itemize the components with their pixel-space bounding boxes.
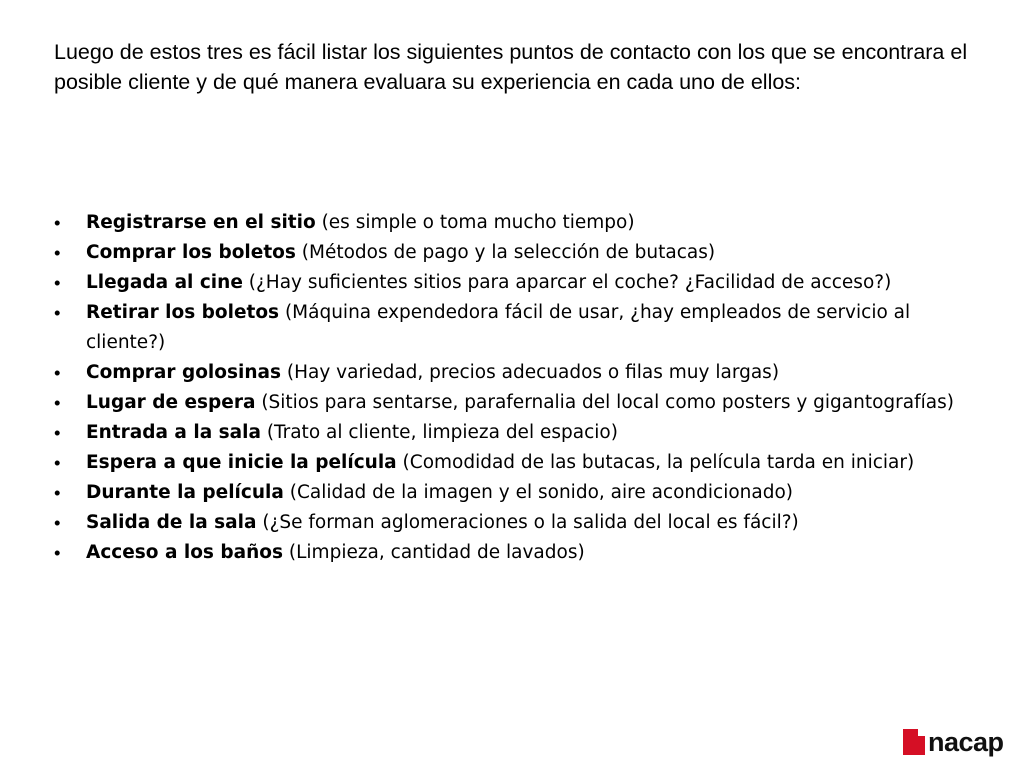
point-detail: (Comodidad de las butacas, la película tarda en iniciar)	[396, 452, 915, 473]
logo-mark-icon	[903, 729, 925, 755]
bullet-icon: •	[54, 302, 61, 323]
point-detail: (Sitios para sentarse, parafernalia del local como posters y gigantografías)	[255, 392, 954, 413]
bullet-icon: •	[54, 212, 61, 233]
list-item	[54, 208, 984, 238]
bullet-icon: •	[54, 362, 61, 383]
list-item	[54, 238, 984, 268]
point-title: Lugar de espera	[86, 392, 256, 413]
bullet-icon: •	[54, 482, 61, 503]
bullet-icon: •	[54, 542, 61, 563]
point-title: Durante la película	[86, 482, 284, 503]
point-detail: (Hay variedad, precios adecuados o filas muy largas)	[281, 362, 780, 383]
list-item	[54, 388, 984, 418]
list-item	[54, 478, 984, 508]
inacap-logo	[903, 727, 1004, 757]
touchpoints-list	[54, 208, 984, 568]
point-detail: (Trato al cliente, limpieza del espacio)	[260, 422, 618, 443]
point-title: Salida de la sala	[86, 512, 257, 533]
logo-text: nacap	[928, 727, 1004, 757]
point-title: Acceso a los baños	[86, 542, 284, 563]
point-detail: (es simple o toma mucho tiempo)	[315, 212, 635, 233]
intro-paragraph: Luego de estos tres es fácil listar los siguientes puntos de contacto con los que se encontrara el posible cliente y de qué manera evaluara su experiencia en cada uno de ellos:	[54, 40, 968, 94]
list-item	[54, 538, 984, 568]
bullet-icon: •	[54, 272, 61, 293]
point-title: Comprar golosinas	[86, 362, 281, 383]
bullet-icon: •	[54, 452, 61, 473]
point-title: Retirar los boletos	[86, 302, 280, 323]
point-detail: (Limpieza, cantidad de lavados)	[283, 542, 585, 563]
list-item	[54, 268, 984, 298]
list-item	[54, 448, 984, 478]
bullet-icon: •	[54, 242, 61, 263]
point-detail: (Calidad de la imagen y el sonido, aire acondicionado)	[283, 482, 793, 503]
bullet-icon: •	[54, 422, 61, 443]
point-title: Llegada al cine	[86, 272, 243, 293]
point-detail: (¿Se forman aglomeraciones o la salida del local es fácil?)	[256, 512, 799, 533]
list-item	[54, 298, 984, 358]
list-item	[54, 418, 984, 448]
point-detail: (Métodos de pago y la selección de butacas)	[295, 242, 716, 263]
list-item	[54, 508, 984, 538]
point-detail: (Máquina expendedora fácil de usar, ¿hay empleados de servicio al cliente?)	[86, 302, 911, 353]
point-title: Comprar los boletos	[86, 242, 296, 263]
list-item	[54, 358, 984, 388]
point-title: Registrarse en el sitio	[86, 212, 316, 233]
bullet-icon: •	[54, 512, 61, 533]
point-detail: (¿Hay suficientes sitios para aparcar el coche? ¿Facilidad de acceso?)	[242, 272, 892, 293]
point-title: Entrada a la sala	[86, 422, 261, 443]
bullet-icon: •	[54, 392, 61, 413]
point-title: Espera a que inicie la película	[86, 452, 397, 473]
